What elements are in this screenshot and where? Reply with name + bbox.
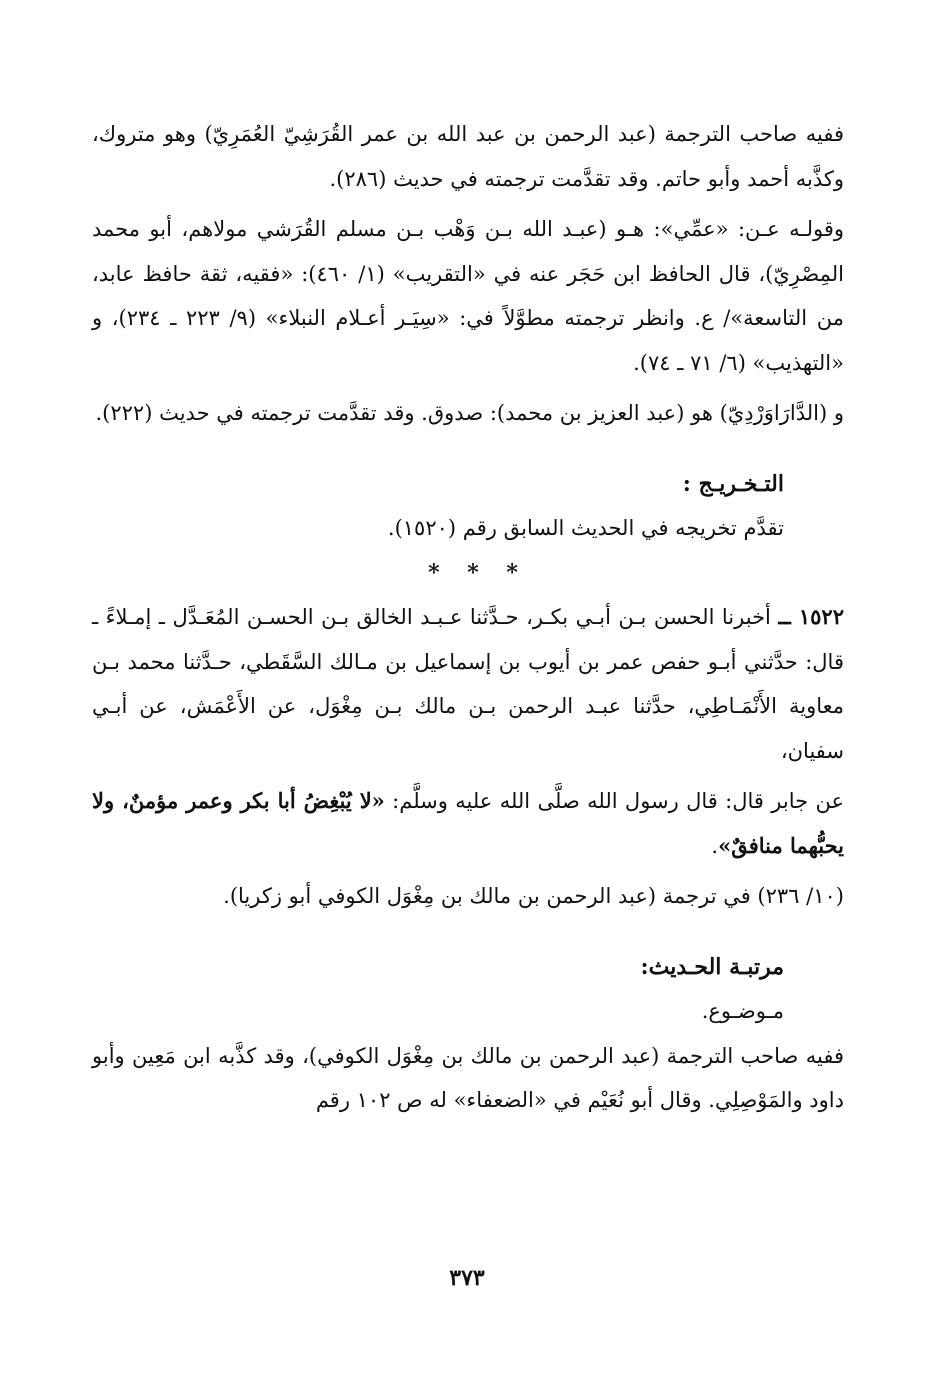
hadith-matn-quote: «لا يُبْغِضُ أبا بكر وعمر مؤمنٌ، ولا يحبُّهما منافقٌ» <box>92 788 844 858</box>
page-body <box>92 112 844 1123</box>
paragraph-hadith-matn <box>92 779 844 868</box>
section-divider-stars: * * * <box>428 559 528 586</box>
paragraph-grade: مـوضـوع. <box>701 999 784 1023</box>
page-number: ٣٧٣ <box>449 1265 485 1291</box>
hadith-isnad: أخبرنا الحسن بـن أبـي بكـر، حـدَّثنا عـبـد الخالق بـن الحسـن المُعَـدَّل ـ إمـلاءً ـ قال: حدَّثني أبـو حفص عمر بن أيوب بن إسماعيل بن مـالك السَّقَطي، حـدَّثنا محمد بـن معاوية الأَنْمَـاطِي، حدَّثنا عبـد الرحمن بـن مالك بـن مِغْوَل، عن الأَعْمَش، عن أبـي سفيان، <box>92 605 844 763</box>
heading-takhrij: التـخـريـج : <box>682 470 784 497</box>
paragraph-source-reference: (١٠/ ٢٣٦) في ترجمة (عبد الرحمن بن مالك بن مِغْوَل الكوفي أبو زكريا). <box>223 884 844 908</box>
paragraph-grade-explanation: ففيه صاحب الترجمة (عبد الرحمن بن مالك بن مِغْوَل الكوفي)، وقد كذَّبه ابن مَعِين وأبو داود والمَوْصِلِي. وقال أبو نُعَيْم في «الضعفاء» له ص ١٠٢ رقم <box>92 1043 844 1112</box>
paragraph-takhrij-body: تقدَّم تخريجه في الحديث السابق رقم (١٥٢٠). <box>387 516 784 540</box>
hadith-matn-end: . <box>711 833 719 858</box>
paragraph-hadith-chain <box>92 595 844 773</box>
paragraph-darawardi: و (الدَّارَاوَرْدِيّ) هو (عبد العزيز بن محمد): صدوق. وقد تقدَّمت ترجمته في حديث (٢٢٢). <box>95 401 844 425</box>
heading-martaba: مرتبـة الحـديث: <box>640 953 784 980</box>
paragraph-intro: ففيه صاحب الترجمة (عبد الرحمن بن عبد الله بن عمر القُرَشِيّ العُمَرِيّ) وهو متروك، وكذَّبه أحمد وأبو حاتم. وقد تقدَّمت ترجمته في حديث (٢٨٦). <box>92 122 844 191</box>
hadith-matn-intro: عن جابر قال: قال رسول الله صلَّى الله عليه وسلَّم: <box>384 789 844 813</box>
hadith-number: ١٥٢٢ ــ <box>778 604 844 629</box>
paragraph-narrator-ammi: وقولـه عـن: «عمِّي»: هـو (عبـد الله بـن وَهْب بـن مسلم القُرَشي مولاهم، أبو محمد المِصْرِيّ)، قال الحافظ ابن حَجَر عنه في «التقريب» (١/ ٤٦٠): «فقيه، ثقة حافظ عابد، من التاسعة»/ ع. وانظر ترجمته مطوَّلاً في: «سِيَـر أعـلام النبلاء» (٩/ ٢٢٣ ـ ٢٣٤)، و «التهذيب» (٦/ ٧١ ـ ٧٤). <box>92 217 844 375</box>
